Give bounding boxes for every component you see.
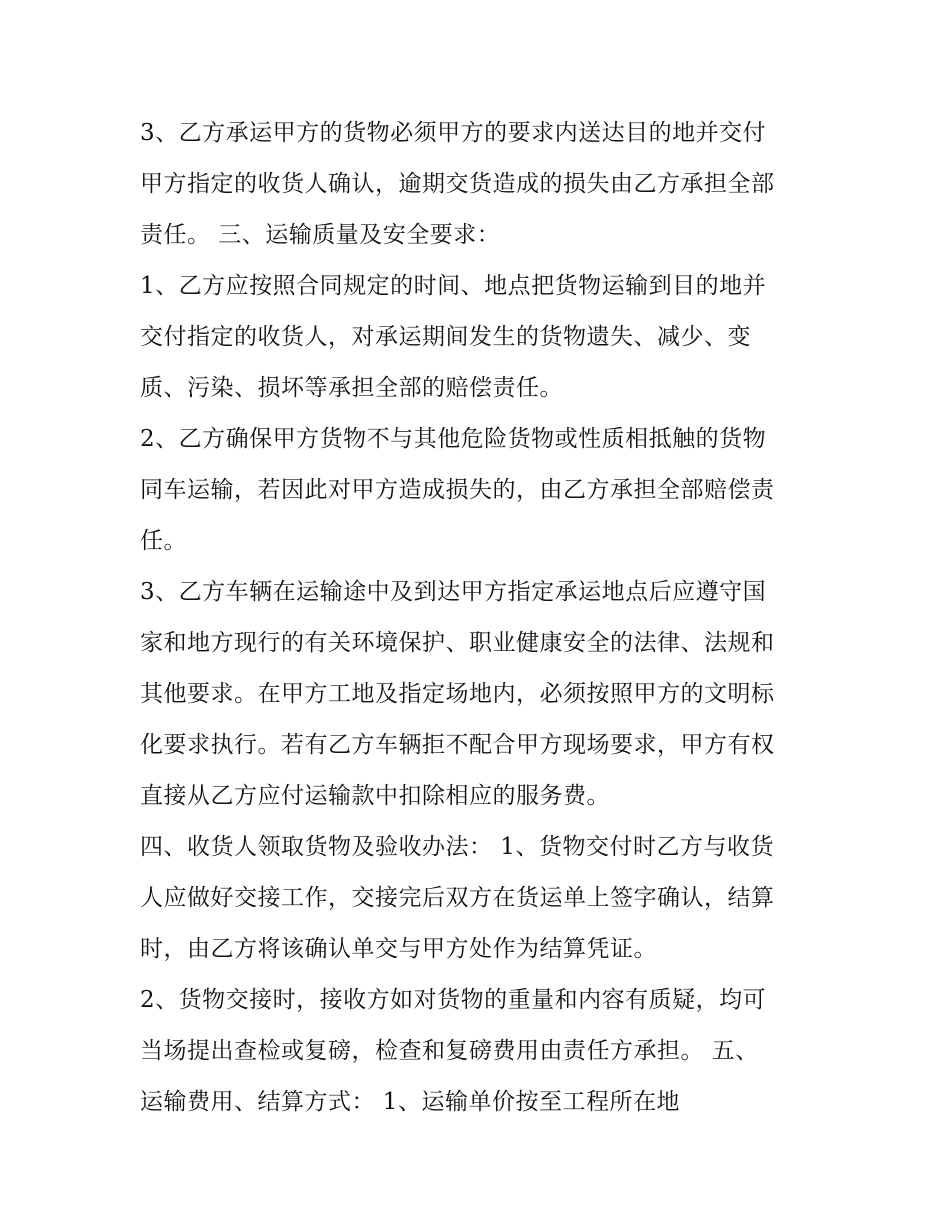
text-line: 责任。 三、运输质量及安全要求：: [140, 222, 501, 248]
text-line: 任。: [140, 528, 187, 554]
text-line: 质、污染、损坏等承担全部的赔偿责任。: [140, 375, 563, 401]
text-line: 运输费用、结算方式： 1、运输单价按至工程所在地: [140, 1089, 680, 1115]
text-line: 交付指定的收货人，对承运期间发生的货物遗失、减少、变: [140, 324, 751, 350]
text-line: 家和地方现行的有关环境保护、职业健康安全的法律、法规和: [140, 630, 775, 656]
text-line: 其他要求。在甲方工地及指定场地内，必须按照甲方的文明标: [140, 681, 775, 707]
text-line: 2、货物交接时，接收方如对货物的重量和内容有质疑，均可: [140, 987, 767, 1013]
text-line: 甲方指定的收货人确认，逾期交货造成的损失由乙方承担全部: [140, 171, 775, 197]
text-line: 同车运输，若因此对甲方造成损失的，由乙方承担全部赔偿责: [140, 477, 775, 503]
text-line: 化要求执行。若有乙方车辆拒不配合甲方现场要求，甲方有权: [140, 732, 775, 758]
text-line: 人应做好交接工作，交接完后双方在货运单上签字确认，结算: [140, 885, 775, 911]
text-line: 时，由乙方将该确认单交与甲方处作为结算凭证。: [140, 936, 657, 962]
document-body: [140, 108, 820, 1128]
text-line: 3、乙方承运甲方的货物必须甲方的要求内送达目的地并交付: [140, 120, 767, 146]
text-line: 1、乙方应按照合同规定的时间、地点把货物运输到目的地并: [140, 273, 767, 299]
text-line: 2、乙方确保甲方货物不与其他危险货物或性质相抵触的货物: [140, 426, 767, 452]
text-line: 直接从乙方应付运输款中扣除相应的服务费。: [140, 783, 610, 809]
text-line: 当场提出查检或复磅，检查和复磅费用由责任方承担。 五、: [140, 1038, 759, 1064]
text-line: 四、收货人领取货物及验收办法： 1、货物交付时乙方与收货: [140, 834, 774, 860]
text-line: 3、乙方车辆在运输途中及到达甲方指定承运地点后应遵守国: [140, 579, 767, 605]
